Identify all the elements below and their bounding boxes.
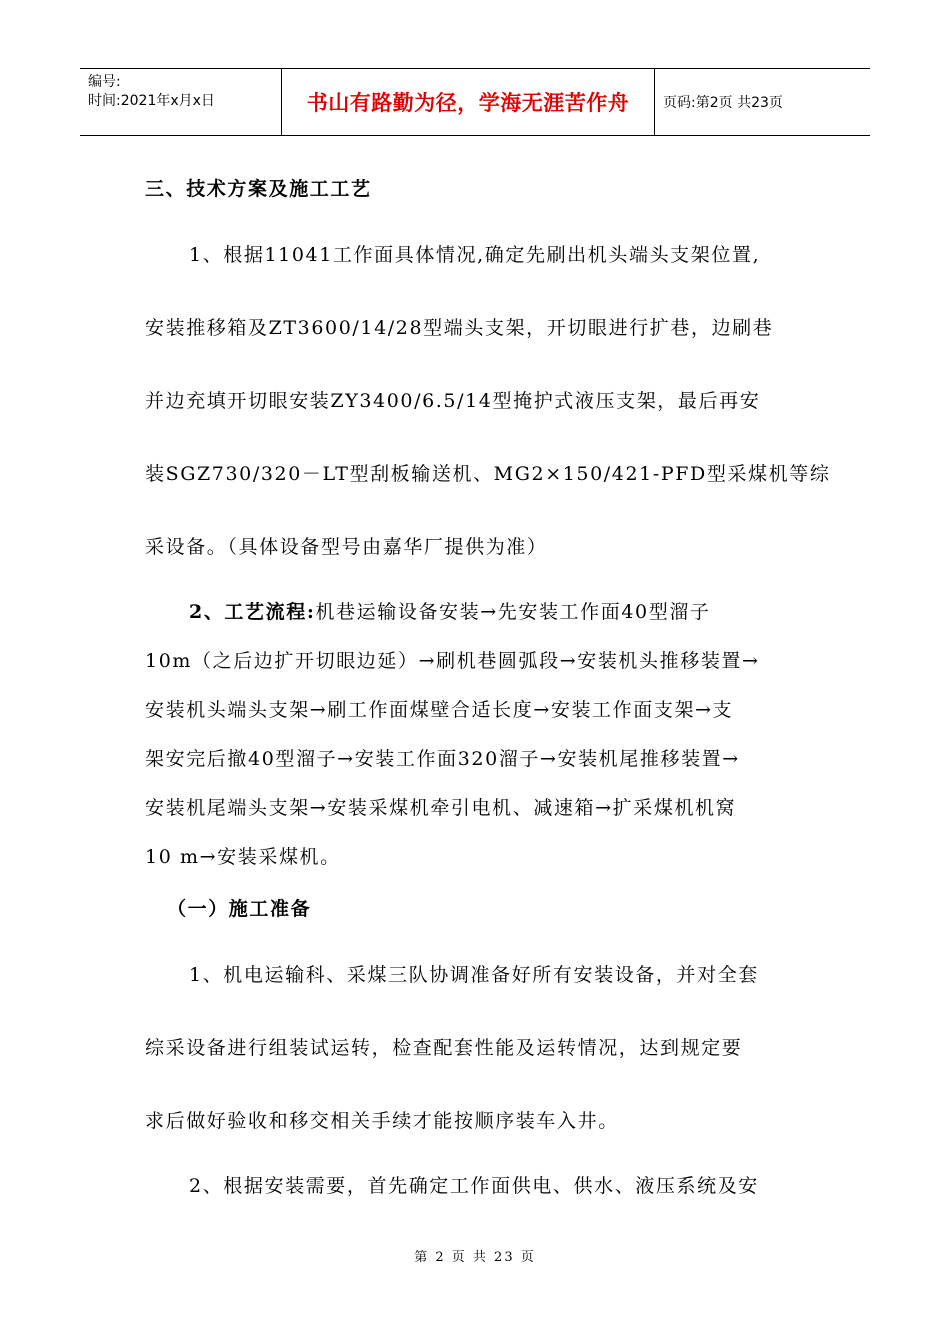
subsection-title: （一）施工准备 <box>167 898 312 920</box>
para3-line-1: 1、机电运输科、采煤三队协调准备好所有安装设备，并对全套 <box>189 964 759 986</box>
para2-line-1 <box>189 597 711 624</box>
para1-line-2: 安装推移箱及ZT3600/14/28型端头支架，开切眼进行扩巷，边刷巷 <box>145 317 774 339</box>
number-label: 编号: <box>88 74 121 90</box>
para1-line-4: 装SGZ730/320－LT型刮板输送机、MG2×150/421-PFD型采煤机等综 <box>145 463 831 485</box>
para2-line-4: 架安完后撤40型溜子→安装工作面320溜子→安装机尾推移装置→ <box>145 748 740 770</box>
page-header <box>80 68 870 136</box>
para2-line-1-text: 机巷运输设备安装→先安装工作面40型溜子 <box>315 601 711 623</box>
header-page-info: 页码:第2页 共23页 <box>663 95 783 111</box>
page-footer: 第 2 页 共 23 页 <box>414 1250 536 1265</box>
process-flow-label: 2、工艺流程: <box>189 601 316 623</box>
section-title: 三、技术方案及施工工艺 <box>145 178 372 200</box>
para1-line-5: 采设备。（具体设备型号由嘉华厂提供为准） <box>145 536 548 558</box>
para2-line-2: 10m（之后边扩开切眼边延）→刷机巷圆弧段→安装机头推移装置→ <box>145 650 760 672</box>
para3-line-2: 综采设备进行组装试运转，检查配套性能及运转情况，达到规定要 <box>145 1037 743 1059</box>
para4-line-1: 2、根据安装需要，首先确定工作面供电、供水、液压系统及安 <box>189 1175 759 1197</box>
header-motto: 书山有路勤为径，学海无涯苦作舟 <box>282 69 655 135</box>
para2-line-6: 10 m→安装采煤机。 <box>145 846 341 868</box>
para2-line-5: 安装机尾端头支架→安装采煤机牵引电机、减速箱→扩采煤机机窝 <box>145 797 737 819</box>
header-meta <box>80 69 282 135</box>
para1-line-3: 并边充填开切眼安装ZY3400/6.5/14型掩护式液压支架，最后再安 <box>145 390 761 412</box>
para1-line-1: 1、根据11041工作面具体情况,确定先刷出机头端头支架位置, <box>189 244 761 266</box>
para2-line-3: 安装机头端头支架→刷工作面煤壁合适长度→安装工作面支架→支 <box>145 699 734 721</box>
para3-line-3: 求后做好验收和移交相关手续才能按顺序装车入井。 <box>145 1110 619 1132</box>
date-label: 时间:2021年x月x日 <box>88 93 215 109</box>
